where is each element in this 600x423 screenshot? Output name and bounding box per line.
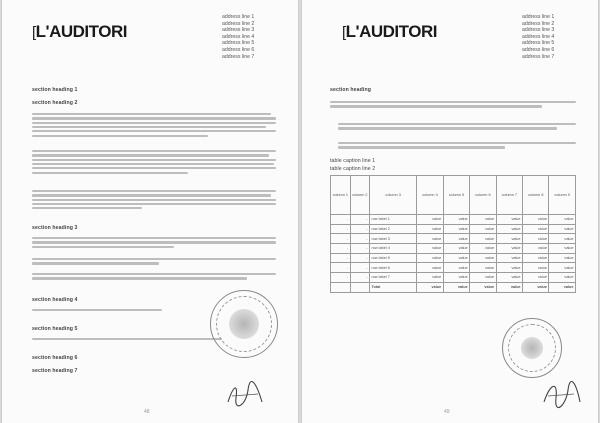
table-cell: - [331,215,351,225]
table-cell: value [470,215,496,225]
table-cell: value [470,224,496,234]
table-cell: value [443,224,469,234]
section-heading: section heading 6 [32,355,78,361]
section-heading: section heading 5 [32,326,78,332]
paragraph-text [32,256,276,267]
address-line: address line 5 [222,40,255,47]
address-block [522,14,584,60]
address-line: address line 4 [222,33,255,40]
address-line: address line 2 [222,20,255,27]
table-cell: value [470,263,496,273]
table-cell: value [496,253,522,263]
table-cell: value [496,234,522,244]
table-cell: value [443,234,469,244]
paragraph-text [32,336,222,342]
address-block [222,14,284,60]
address-line: address line 3 [522,27,555,34]
table-cell: value [443,282,469,292]
paragraph-text [32,188,276,212]
table-cell: value [523,244,549,254]
table-cell: row label 1 [370,215,417,225]
table-cell: row label 6 [370,263,417,273]
table-cell: value [417,282,443,292]
official-seal [210,290,278,358]
section-heading: section heading 3 [32,225,78,231]
section-heading: section heading [330,87,371,93]
table-cell: value [443,244,469,254]
table-cell: value [523,215,549,225]
subsection-heading: section heading 2 [32,100,78,106]
paragraph-text [32,111,276,139]
paragraph-text [32,148,276,176]
table-cell: value [496,263,522,273]
table-cell: value [549,273,576,283]
bullet-item [338,140,576,151]
address-line: address line 7 [522,53,555,60]
table-cell: value [496,282,522,292]
table-row [331,244,576,254]
official-seal [502,318,562,378]
table-cell: - [350,224,369,234]
table-cell: value [496,224,522,234]
table-header-cell: column 1 [331,176,351,215]
paragraph-text [32,271,276,282]
table-row [331,253,576,263]
address-line: address line 6 [522,46,555,53]
table-cell: - [350,263,369,273]
table-row [331,273,576,283]
table-cell: value [443,263,469,273]
paragraph-text [330,99,576,110]
table-cell: - [350,253,369,263]
address-line: address line 2 [522,20,555,27]
table-cell: value [470,273,496,283]
table-cell: row label 5 [370,253,417,263]
paragraph-text [32,307,162,313]
address-line: address line 3 [222,27,255,34]
table-cell: value [496,273,522,283]
table-cell: value [496,215,522,225]
table-cell: row label 7 [370,273,417,283]
table-header-cell: column 6 [470,176,496,215]
table-cell: value [443,253,469,263]
table-cell: value [470,234,496,244]
table-caption: table caption line 1 [330,158,376,164]
table-cell: value [523,224,549,234]
page-number: 48 [144,409,150,415]
table-cell: row label 4 [370,244,417,254]
table-row [331,215,576,225]
address-line: address line 7 [222,53,255,60]
page-number: 49 [444,409,450,415]
table-header-cell: column 4 [417,176,443,215]
paragraph-text [32,235,276,250]
table-cell: value [549,234,576,244]
table-cell: - [331,244,351,254]
table-cell: row label 3 [370,234,417,244]
table-cell: - [350,273,369,283]
table-row [331,224,576,234]
bullet-item [338,121,576,132]
table-header-cell: column 2 [350,176,369,215]
table-cell: - [331,263,351,273]
table-cell: value [417,253,443,263]
table-cell: value [523,282,549,292]
table-cell: Total [370,282,417,292]
table-cell: - [331,224,351,234]
table-header-cell: column 5 [443,176,469,215]
table-cell: value [496,244,522,254]
document-page-right [302,0,598,423]
table-cell: - [350,244,369,254]
address-line: address line 1 [222,14,255,20]
table-total-row [331,282,576,292]
table-cell: - [331,234,351,244]
table-cell: - [331,253,351,263]
section-heading: section heading 4 [32,297,78,303]
table-cell: value [549,244,576,254]
table-cell: value [549,224,576,234]
table-cell: value [470,282,496,292]
table-cell: value [470,253,496,263]
table-caption: table caption line 2 [330,166,376,172]
table-header-cell: column 7 [496,176,522,215]
table-cell: value [523,234,549,244]
table-cell [350,282,369,292]
table-row [331,263,576,273]
table-header-cell: column 3 [370,176,417,215]
table-cell: value [417,224,443,234]
table-cell: value [549,263,576,273]
signature [540,378,584,410]
table-header-cell: column 8 [523,176,549,215]
table-cell: value [443,215,469,225]
logo: [L'AUDITORI [342,22,437,41]
table-cell: value [549,282,576,292]
table-cell: value [523,263,549,273]
signature [222,380,268,410]
logo: [L'AUDITORI [32,22,127,41]
address-line: address line 4 [522,33,555,40]
section-heading: section heading 1 [32,87,78,93]
table-cell: - [331,273,351,283]
table-header-row [331,176,576,215]
table-cell: value [549,253,576,263]
document-page-left [2,0,298,423]
table-cell: value [417,244,443,254]
table-cell: value [470,244,496,254]
address-line: address line 6 [222,46,255,53]
table-cell: value [443,273,469,283]
table-cell: value [549,215,576,225]
table-cell [331,282,351,292]
table-cell: value [523,273,549,283]
table-header-cell: column 9 [549,176,576,215]
table-cell: - [350,234,369,244]
data-table [330,175,576,293]
address-line: address line 1 [522,14,555,20]
table-cell: value [523,253,549,263]
address-line: address line 5 [522,40,555,47]
table-cell: row label 2 [370,224,417,234]
table-cell: value [417,263,443,273]
table-cell: value [417,273,443,283]
table-row [331,234,576,244]
table-cell: value [417,234,443,244]
table-cell: - [350,215,369,225]
table-cell: value [417,215,443,225]
section-heading: section heading 7 [32,368,78,374]
